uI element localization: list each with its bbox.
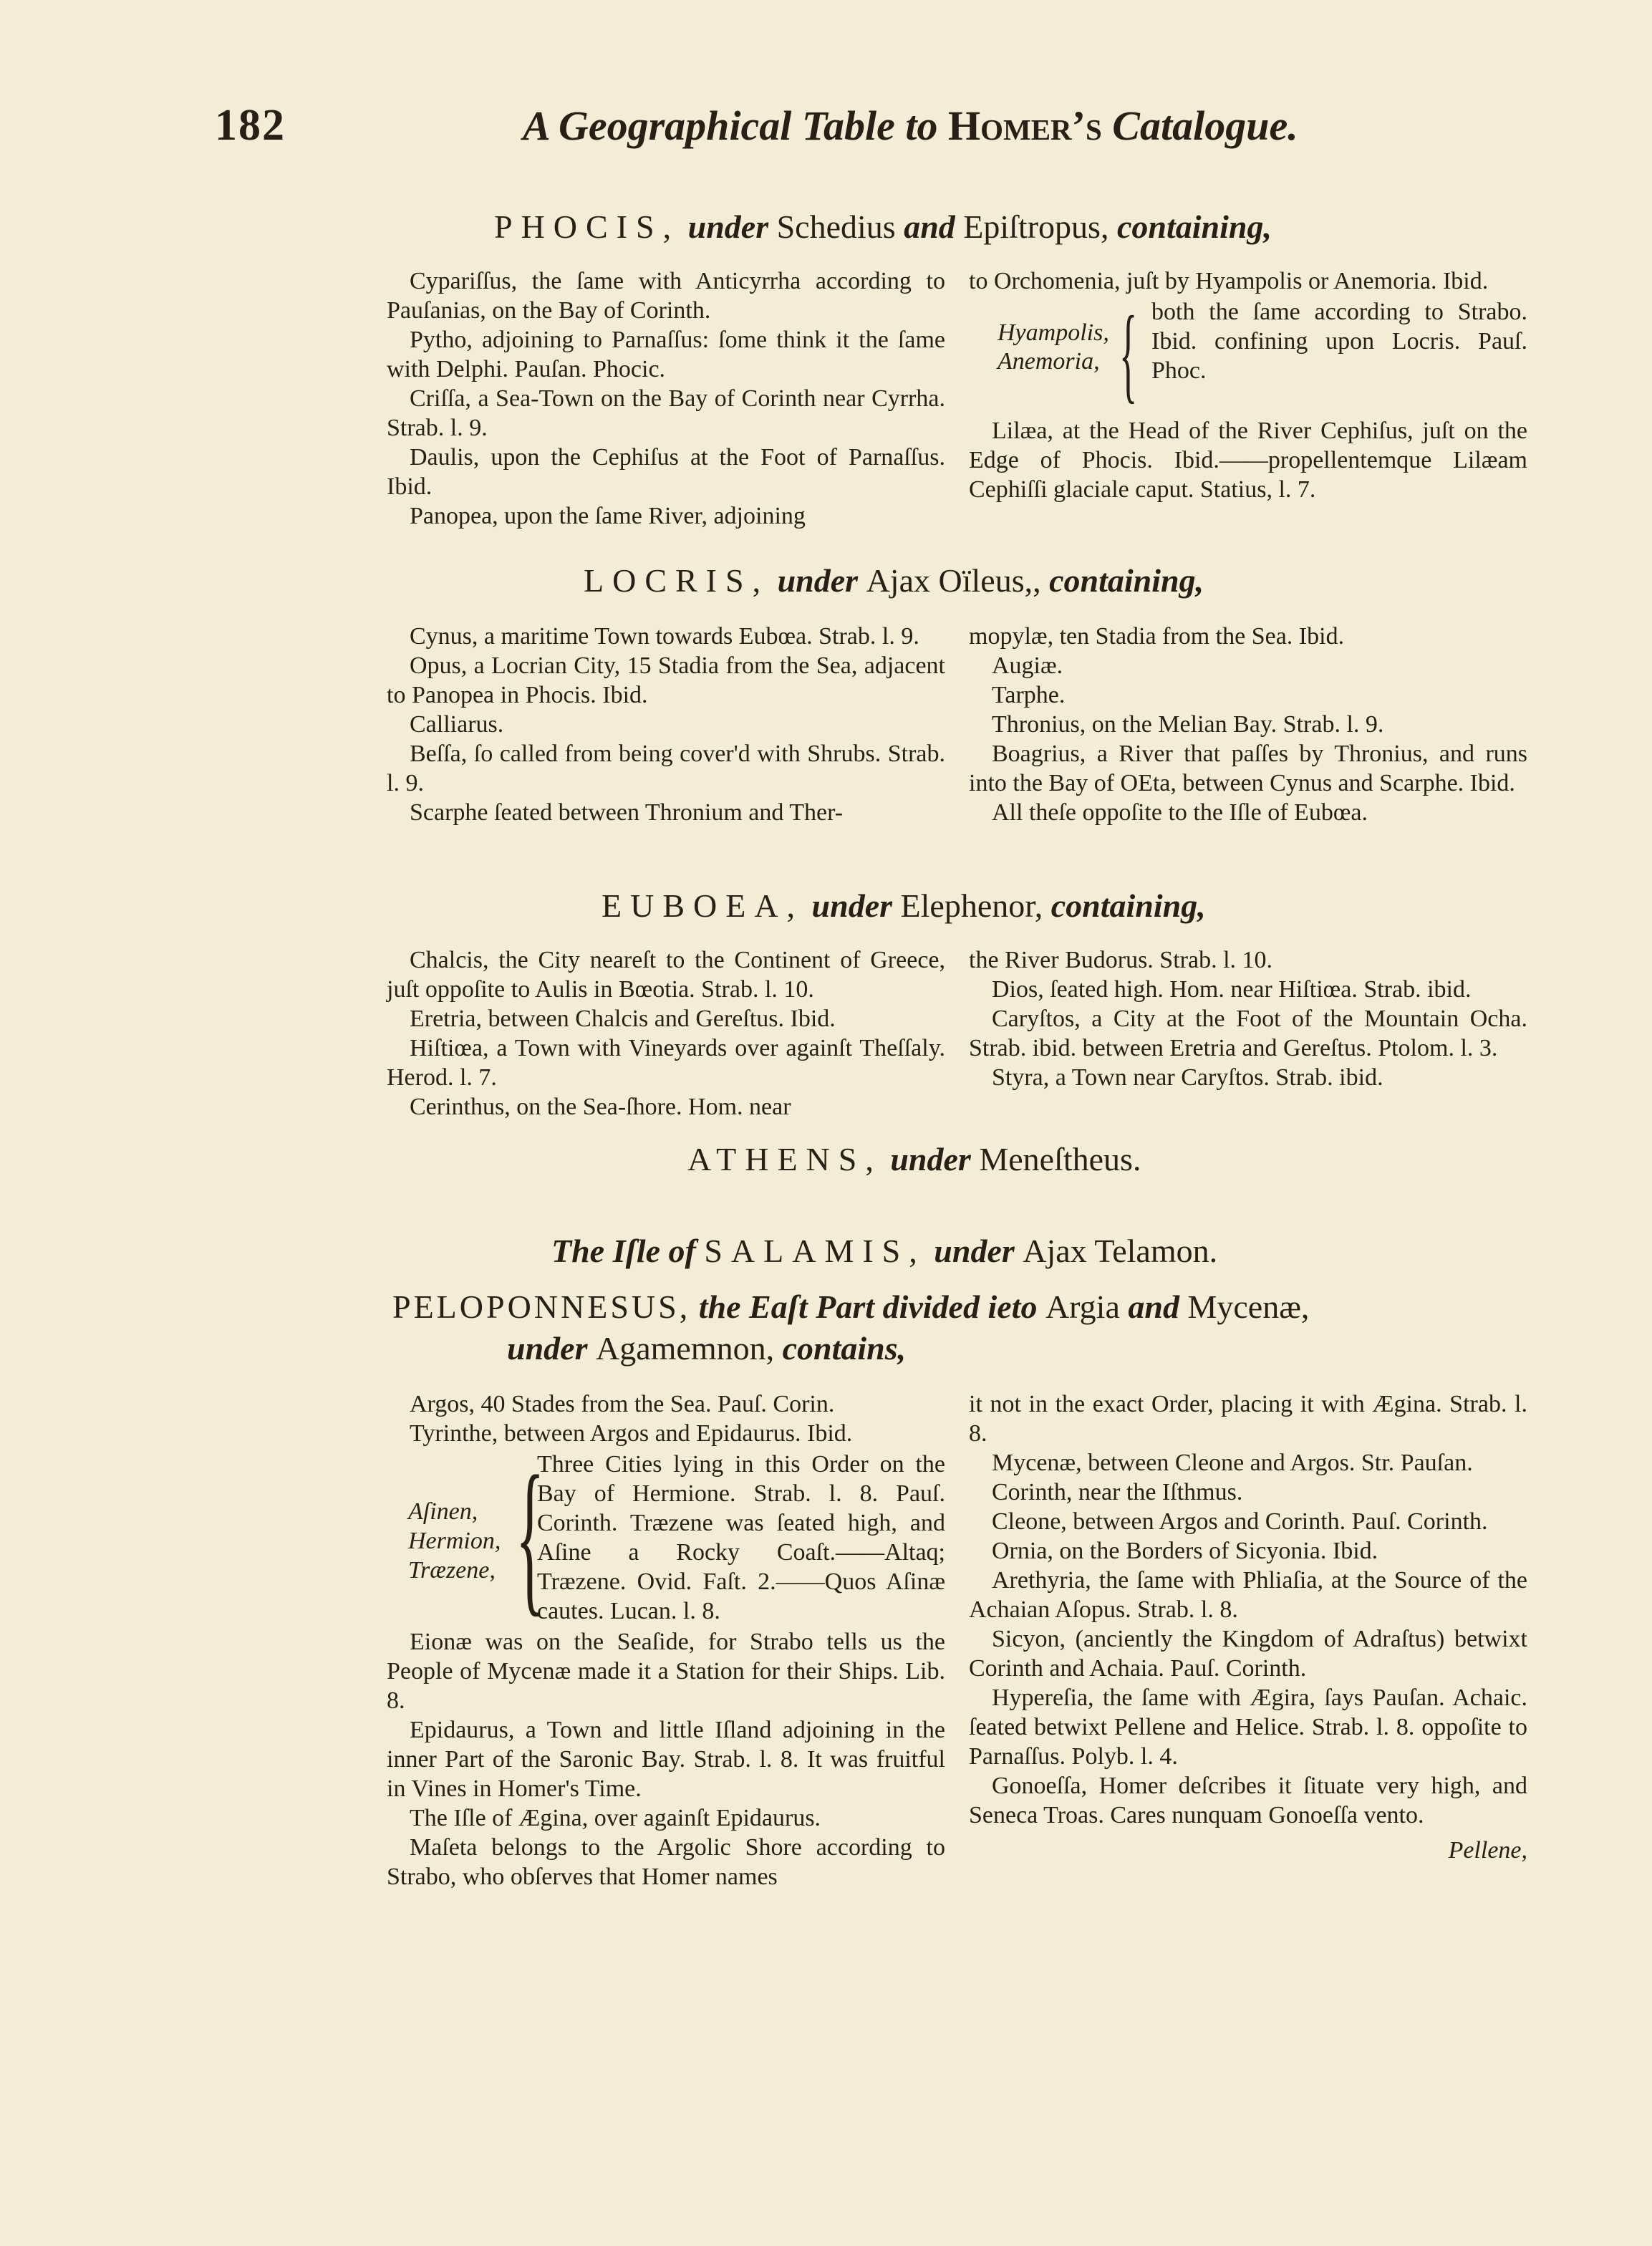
salamis-heading [551, 1233, 1217, 1270]
euboea-entry-eretria: Eretria, between Chalcis and Gereſtus. Ibid. [410, 1006, 836, 1032]
locris-entry-boagrius: Boagrius, a River that paſſes by Thronius, and runs into the Bay of OEta, between Cynus and Scarphe. Ibid. [969, 741, 1527, 796]
locris-entry-thermopylae-cont: mopylæ, ten Stadia from the Sea. Ibid. [969, 623, 1345, 650]
pelop-entry-mycenae: Mycenæ, between Cleone and Argos. Str. Pauſan. [992, 1450, 1473, 1476]
phocis-brace-group [969, 294, 1527, 415]
locris-entry-scarphe: Scarphe ſeated between Thronium and Ther- [410, 799, 844, 826]
brace-name-traezene: Træzene, [408, 1557, 496, 1584]
pelop-entry-sicyon: Sicyon, (anciently the Kingdom of Adraſtus) betwixt Corinth and Achaia. Pauſ. Corinth. [969, 1626, 1527, 1682]
phocis-entry-pytho: Pytho, adjoining to Parnaſſus: ſome think it the ſame with Delphi. Pauſan. Phocic. [387, 327, 945, 382]
phocis-leader-2: Epiſtropus, [955, 208, 1117, 245]
locris-heading [584, 563, 1204, 599]
salamis-leader: Ajax Telamon. [1023, 1233, 1218, 1269]
peloponnesus-left-column [387, 1389, 945, 1891]
running-title [523, 102, 1298, 150]
locris-region: LOCRIS, [584, 562, 770, 599]
pelop-entry-epidaurus: Epidaurus, a Town and little Iſland adjoining in the inner Part of the Saronic Bay. Strab. l. 8. It was fruitful in Vines in Homer's Time. [387, 1717, 945, 1802]
euboea-under: under [803, 887, 901, 924]
athens-leader: Meneſtheus. [979, 1141, 1141, 1177]
pelop-entry-arethyria: Arethyria, the ſame with Phliaſia, at the Source of the Achaian Aſopus. Strab. l. 8. [969, 1567, 1527, 1623]
phocis-leader-1: Schedius [776, 208, 904, 245]
catchword: Pellene, [1448, 1837, 1527, 1864]
phocis-region: PHOCIS, [494, 208, 680, 245]
pelop-entry-argos: Argos, 40 Stades from the Sea. Pauſ. Corin. [410, 1391, 835, 1417]
pelop-entry-aegina: The Iſle of Ægina, over againſt Epidaurus. [410, 1805, 821, 1831]
athens-region: ATHENS, [687, 1141, 882, 1177]
peloponnesus-leader: Agamemnon, [595, 1330, 783, 1367]
phocis-entry-orchomenia-cont: to Orchomenia, juſt by Hyampolis or Anemoria. Ibid. [969, 268, 1489, 294]
phocis-entry-crissa: Criſſa, a Sea-Town on the Bay of Corinth near Cyrrha. Strab. l. 9. [387, 385, 945, 441]
pelop-entry-hyperesia: Hypereſia, the ſame with Ægira, ſays Pauſan. Achaic. ſeated betwixt Pellene and Helice. Strab. l. 8. oppoſite to Parnaſſus. Polyb. l. 4. [969, 1684, 1527, 1770]
brace-name-asinen: Aſinen, [408, 1498, 478, 1525]
pelop-brace-names [408, 1497, 516, 1585]
phocis-and: and [904, 208, 955, 245]
pelop-brace-text: Three Cities lying in this Order on the Bay of Hermione. Strab. l. 8. Pauſ. Corinth. Træzene was ſeated high, and Aſine a Rocky Coaſt.——Altaq; Træzene. Ovid. Faſt. 2.——Quos Aſinæ cautes. Lucan. l. 8. [537, 1451, 945, 1624]
locris-entry-thronius: Thronius, on the Melian Bay. Strab. l. 9. [992, 711, 1384, 738]
euboea-entry-histiaea: Hiſtiœa, a Town with Vineyards over againſt Theſſaly. Herod. l. 7. [387, 1035, 945, 1091]
peloponnesus-right-column [969, 1389, 1527, 1865]
athens-under: under [881, 1141, 980, 1177]
peloponnesus-argia: Argia [1045, 1288, 1129, 1325]
running-title-homer: Homer’s [948, 102, 1102, 149]
locris-entry-tarphe: Tarphe. [992, 682, 1066, 708]
phocis-entry-daulis: Daulis, upon the Cephiſus at the Foot of Parnaſſus. Ibid. [387, 444, 945, 500]
euboea-entry-dios: Dios, ſeated high. Hom. near Hiſtiœa. Strab. ibid. [992, 976, 1472, 1003]
peloponnesus-heading-line1 [392, 1289, 1309, 1326]
phocis-heading [494, 209, 1272, 246]
euboea-heading [602, 888, 1206, 925]
peloponnesus-mycenae: Mycenæ, [1179, 1288, 1310, 1325]
athens-heading [687, 1142, 1141, 1178]
phocis-under: under [680, 208, 777, 245]
running-head [215, 100, 1389, 158]
peloponnesus-and: and [1128, 1288, 1179, 1325]
pelop-entry-maseta: Maſeta belongs to the Argolic Shore according to Strabo, who obſerves that Homer names [387, 1834, 945, 1890]
pelop-entry-eionae: Eionæ was on the Seaſide, for Strabo tells us the People of Mycenæ made it a Station for their Ships. Lib. 8. [387, 1629, 945, 1714]
salamis-under: under [925, 1233, 1023, 1269]
running-title-end: Catalogue. [1101, 102, 1298, 149]
peloponnesus-region: PELOPONNESUS, [392, 1288, 691, 1325]
euboea-entry-carystos: Caryſtos, a City at the Foot of the Mountain Ocha. Strab. ibid. between Eretria and Gereſtus. Ptolom. l. 3. [969, 1006, 1527, 1061]
salamis-the-isle-of: The Iſle of [551, 1233, 705, 1269]
locris-entry-all-these: All theſe oppoſite to the Iſle of Eubœa. [992, 799, 1368, 826]
euboea-entry-chalcis: Chalcis, the City neareſt to the Continent of Greece, juſt oppoſite to Aulis in Bœotia. Strab. l. 10. [387, 947, 945, 1003]
euboea-leader: Elephenor, [900, 887, 1051, 924]
phocis-brace-names [998, 319, 1119, 376]
euboea-entry-styra: Styra, a Town near Caryſtos. Strab. ibid. [992, 1064, 1383, 1091]
salamis-region: SALAMIS, [704, 1233, 926, 1269]
euboea-right-column [969, 945, 1527, 1092]
pelop-entry-cleone: Cleone, between Argos and Corinth. Pauſ. Corinth. [992, 1508, 1488, 1535]
pelop-entry-order-cont: it not in the exact Order, placing it with Ægina. Strab. l. 8. [969, 1391, 1527, 1447]
locris-right-column [969, 622, 1527, 827]
locris-under: under [769, 562, 866, 599]
pelop-entry-gonoessa: Gonoeſſa, Homer deſcribes it ſituate very high, and Seneca Troas. Cares nunquam Gonoeſſa vento. [969, 1773, 1527, 1828]
locris-entry-calliarus: Calliarus. [410, 711, 504, 738]
brace-icon: { [1119, 294, 1138, 413]
euboea-containing: containing, [1050, 887, 1206, 924]
locris-leader: Ajax Oïleus,, [866, 562, 1050, 599]
brace-name-anemoria: Anemoria, [998, 348, 1100, 375]
phocis-right-column [969, 266, 1527, 504]
phocis-containing: containing, [1116, 208, 1272, 245]
peloponnesus-under: under [507, 1330, 596, 1367]
phocis-entry-cyparissus: Cypariſſus, the ſame with Anticyrrha according to Pauſanias, on the Bay of Corinth. [387, 268, 945, 324]
brace-name-hyampolis: Hyampolis, [998, 319, 1109, 346]
brace-icon: { [516, 1440, 545, 1631]
pelop-entry-corinth: Corinth, near the Iſthmus. [992, 1479, 1243, 1505]
locris-entry-bessa: Beſſa, ſo called from being cover'd with Shrubs. Strab. l. 9. [387, 741, 945, 796]
phocis-brace-text: both the ſame according to Strabo. Ibid. confining upon Locris. Pauſ. Phoc. [1151, 299, 1527, 384]
euboea-entry-cerinthus: Cerinthus, on the Sea-ſhore. Hom. near [410, 1094, 791, 1120]
peloponnesus-part: the Eaſt Part divided ieto [690, 1288, 1045, 1325]
locris-entry-cynus: Cynus, a maritime Town towards Eubœa. Strab. l. 9. [410, 623, 919, 650]
page-number: 182 [215, 101, 286, 150]
euboea-entry-budorus-cont: the River Budorus. Strab. l. 10. [969, 947, 1273, 973]
phocis-left-column [387, 266, 945, 531]
pelop-entry-ornia: Ornia, on the Borders of Sicyonia. Ibid. [992, 1538, 1378, 1564]
locris-containing: containing, [1049, 562, 1204, 599]
locris-entry-augiae: Augiæ. [992, 652, 1063, 679]
brace-name-hermion: Hermion, [408, 1528, 501, 1554]
phocis-entry-lilaea: Lilæa, at the Head of the River Cephiſus, juſt on the Edge of Phocis. Ibid.——propellentemque Lilæam Cephiſſi glaciale caput. Statius, l. 7. [969, 418, 1527, 503]
peloponnesus-contains: contains, [782, 1330, 907, 1367]
euboea-region: EUBOEA, [602, 887, 804, 924]
pelop-brace-group [387, 1440, 945, 1631]
locris-entry-opus: Opus, a Locrian City, 15 Stadia from the Sea, adjacent to Panopea in Phocis. Ibid. [387, 652, 945, 708]
pelop-entry-tyrinthe: Tyrinthe, between Argos and Epidaurus. Ibid. [410, 1420, 853, 1447]
peloponnesus-heading-line2 [507, 1331, 906, 1367]
locris-left-column [387, 622, 945, 827]
running-title-start: A Geographical Table to [523, 102, 948, 149]
phocis-entry-panopea: Panopea, upon the ſame River, adjoining [410, 503, 806, 529]
euboea-left-column [387, 945, 945, 1122]
